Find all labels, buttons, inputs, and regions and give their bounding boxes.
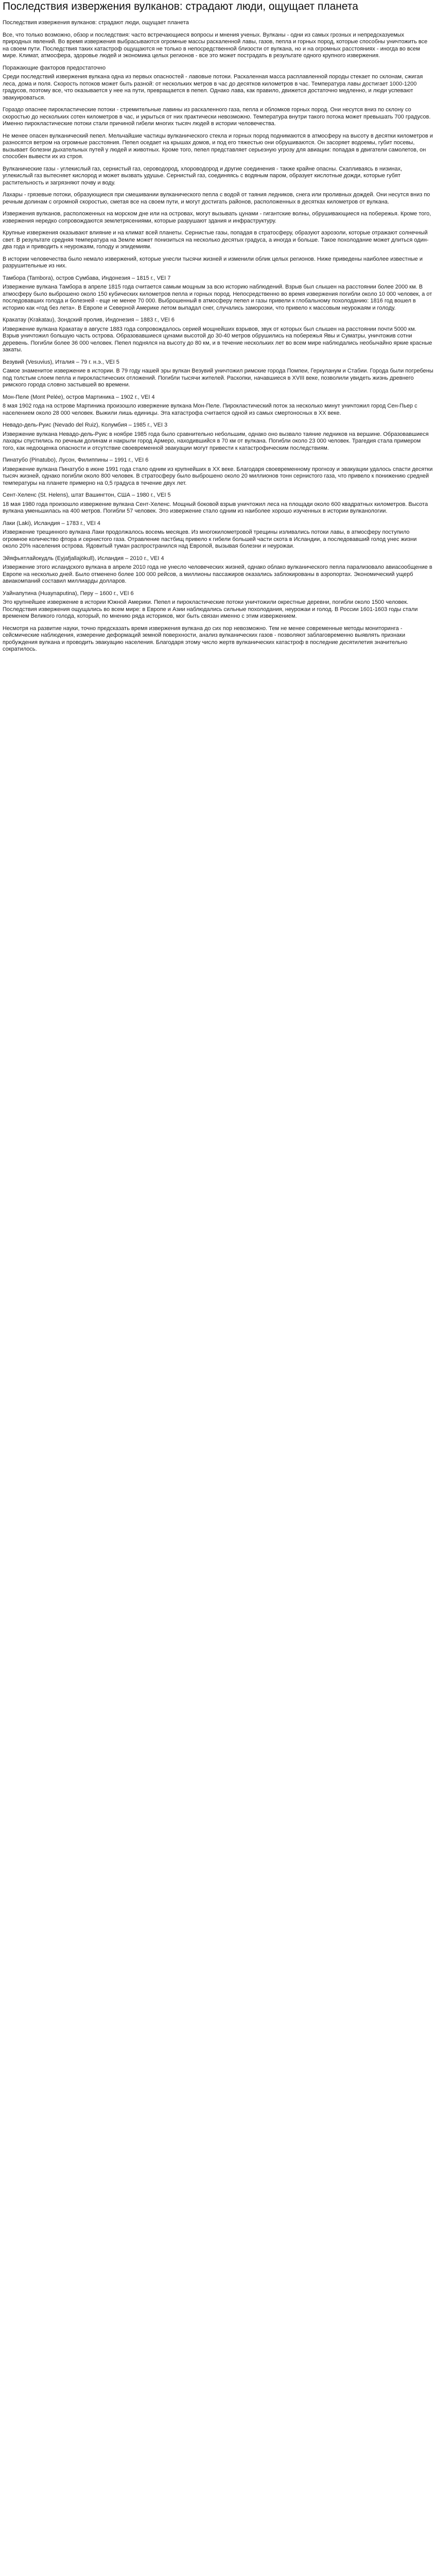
- section-heading: Пинатубо (Pinatubo), Лусон, Филиппины – 1991 г., VEI 6: [3, 457, 149, 463]
- paragraph: Крупные извержения оказывают влияние и на климат всей планеты. Сернистые газы, попадая в стратосферу, образуют аэрозоли, которые отражают солнечный свет. В результате средняя температура на Земле может понизиться на несколько десятых градуса, а иногда и больше. Такое похолодание может длиться один-два года и приводить к неурожаям, голоду и эпидемиям.: [3, 230, 429, 250]
- paragraph: Несмотря на развитие науки, точно предсказать время извержения вулкана до сих пор невозможно. Тем не менее современные методы мониторинга - сейсмические наблюдения, измерение деформаций земной поверхности, анализ вулканических газов - позволяют заблаговременно выявлять признаки пробуждения вулкана и проводить эвакуацию населения. Благодаря этому число жертв вулканических катастроф в последние десятилетия значительно сократилось.: [3, 625, 408, 652]
- paragraph: Извержение этого исландского вулкана в апреле 2010 года не унесло человеческих жизней, однако облако вулканического пепла парализовало авиасообщение в Европе на несколько дней. Было отменено более 100 000 рейсов, а миллионы пассажиров оказались заблокированы в аэропортах. Экономический ущерб авиакомпаний составил миллиарды долларов.: [3, 564, 432, 584]
- paragraph: Вулканические газы - углекислый газ, сернистый газ, сероводород, хлороводород и другие соединения - также крайне опасны. Скапливаясь в низинах, углекислый газ вытесняет кислород и может вызвать удушье. Сернистый газ, соединяясь с водяным паром, образует кислотные дожди, которые губят растительность и загрязняют почву и воду.: [3, 165, 403, 186]
- paragraph: Извержения вулканов, расположенных на морском дне или на островах, могут вызывать цунами - гигантские волны, обрушивающиеся на побережья. Кроме того, извержения нередко сопровождаются землетрясениями, которые разрушают здания и инфраструктуру.: [3, 211, 431, 224]
- section-heading: Мон-Пеле (Mont Pelée), остров Мартиника – 1902 г., VEI 4: [3, 394, 155, 400]
- paragraph: Гораздо опаснее пирокластические потоки - стремительные лавины из раскаленного газа, пепла и обломков горных пород. Они несутся вниз по склону со скоростью до нескольких сотен километров в час, и укрыться от них практически невозможно. Температура внутри такого потока может превышать 700 градусов. Именно пирокластические потоки стали причиной гибели многих тысяч людей в истории человечества.: [3, 107, 431, 127]
- section-heading: Поражающие факторов предостаточно: [3, 64, 106, 71]
- paragraph: Извержение вулкана Пинатубо в июне 1991 года стало одним из крупнейших в XX веке. Благодаря своевременному прогнозу и эвакуации удалось спасти десятки тысяч жизней, однако погибли около 800 человек. В стратосферу было выброшено около 20 миллионов тонн сернистого газа, что привело к понижению средней температуры на планете примерно на 0,5 градуса в течение двух лет.: [3, 466, 433, 486]
- paragraph: Последствия извержения вулканов: страдают люди, ощущает планета: [3, 20, 189, 26]
- page-title: Последствия извержения вулканов: страдают люди, ощущает планета: [3, 1, 358, 12]
- article-body: [3, 20, 433, 653]
- paragraph: Это крупнейшее извержение в истории Южной Америки. Пепел и пирокластические потоки уничтожили окрестные деревни, погибли около 1500 человек. Последствия извержения ощущались во всем мире: в Европе и Азии наблюдались сильные похолодания, неурожаи и голод. В России 1601-1603 годы стали временем Великого голода, который, по мнению ряда историков, мог быть связан именно с этим извержением.: [3, 599, 418, 619]
- section-heading: Тамбора (Tambora), остров Сумбава, Индонезия – 1815 г., VEI 7: [3, 275, 171, 281]
- section-heading: Эйяфьятлайокудль (Eyjafjallajökull), Исландия – 2010 г., VEI 4: [3, 555, 164, 562]
- section-heading: Сент-Хеленс (St. Helens), штат Вашингтон, США – 1980 г., VEI 5: [3, 492, 171, 498]
- paragraph: Извержение вулкана Кракатау в августе 1883 года сопровождалось серией мощнейших взрывов, звук от которых был слышен на расстоянии почти 5000 км. Взрыв уничтожил большую часть острова. Образовавшиеся цунами высотой до 30-40 метров обрушились на побережья Явы и Суматры, уничтожив сотни деревень. Погибли более 36 000 человек. Пепел поднялся на высоту до 80 км, и в течение нескольких лет во всем мире наблюдались необычайно яркие красные закаты.: [3, 326, 432, 353]
- paragraph: Самое знаменитое извержение в истории. В 79 году нашей эры вулкан Везувий уничтожил римские города Помпеи, Геркуланум и Стабии. Города были погребены под толстым слоем пепла и пирокластических отложений. Погибли тысячи жителей. Раскопки, начавшиеся в XVIII веке, позволили увидеть жизнь древнего римского города словно застывшей во времени.: [3, 368, 433, 388]
- paragraph: Все, что только возможно, обзор и последствия: часто встречающиеся вопросы и мнения ученых. Вулканы - одни из самых грозных и непредсказуемых природных явлений. Во время извержения выбрасываются огромные массы раскаленной лавы, газов, пепла и горных пород, которые способны уничтожить все на своем пути. Последствия таких катастроф ощущаются не только в непосредственной близости от вулкана, но и на огромных расстояниях - иногда во всем мире. Климат, атмосфера, здоровье людей и экономика целых регионов - все это может пострадать в результате одного крупного извержения.: [3, 31, 428, 59]
- paragraph: Извержение вулкана Невадо-дель-Руис в ноябре 1985 года было сравнительно небольшим, однако оно вызвало таяние ледников на вершине. Образовавшиеся лахары спустились по речным долинам и накрыли город Армеро, находившийся в 70 км от вулкана. Погибли около 23 000 человек. Трагедия стала примером того, как недооценка опасности и отсутствие своевременной эвакуации могут привести к катастрофическим последствиям.: [3, 431, 429, 451]
- section-heading: Уайнапутина (Huaynaputina), Перу – 1600 г., VEI 6: [3, 590, 134, 597]
- paragraph: Не менее опасен вулканический пепел. Мельчайшие частицы вулканического стекла и горных пород поднимаются в атмосферу на высоту в десятки километров и разносятся ветром на огромные расстояния. Пепел оседает на крышах домов, и под его тяжестью они обрушиваются. Он засоряет водоемы, губит посевы, вызывает болезни дыхательных путей у людей и животных. Кроме того, пепел представляет серьезную угрозу для авиации: попадая в двигатели самолетов, он способен вывести их из строя.: [3, 132, 433, 160]
- section-heading: Лаки (Laki), Исландия – 1783 г., VEI 4: [3, 520, 101, 527]
- paragraph: 8 мая 1902 года на острове Мартиника произошло извержение вулкана Мон-Пеле. Пирокластический поток за несколько минут уничтожил город Сен-Пьер с населением около 28 000 человек. Выжили лишь единицы. Эта катастрофа считается одной из самых смертоносных в XX веке.: [3, 403, 417, 416]
- paragraph: 18 мая 1980 года произошло извержение вулкана Сент-Хеленс. Мощный боковой взрыв уничтожил леса на площади около 600 квадратных километров. Высота вулкана уменьшилась на 400 метров. Погибли 57 человек. Это извержение стало одним из наиболее хорошо изученных в истории вулканологии.: [3, 501, 428, 514]
- paragraph: Извержение вулкана Тамбора в апреле 1815 года считается самым мощным за всю историю наблюдений. Взрыв был слышен на расстоянии более 2000 км. В атмосферу было выброшено около 150 кубических километров пепла и горных пород. Непосредственно во время извержения погибли около 10 000 человек, а от последовавших голода и болезней - еще не менее 70 000. Выброшенный в атмосферу пепел и газы привели к глобальному похолоданию: 1816 год вошел в историю как «год без лета». В Европе и Северной Америке летом выпадал снег, случались заморозки, что привело к массовым неурожаям и голоду.: [3, 284, 432, 311]
- section-heading: Невадо-дель-Руис (Nevado del Ruiz), Колумбия – 1985 г., VEI 3: [3, 422, 168, 428]
- paragraph: Извержение трещинного вулкана Лаки продолжалось восемь месяцев. Из многокилометровой трещины изливались потоки лавы, в атмосферу поступило огромное количество фтора и сернистого газа. Отравление пастбищ привело к гибели большей части скота в Исландии, а последовавший голод унес жизни около 20% населения острова. Ядовитый туман распространился над Европой, вызывая болезни и неурожаи.: [3, 529, 417, 549]
- paragraph: Среди последствий извержения вулкана одна из первых опасностей - лавовые потоки. Раскаленная масса расплавленной породы стекает по склонам, сжигая леса, дома и поля. Скорость потоков может быть разной: от нескольких метров в час до десятков километров в час. Температура лавы достигает 1000-1200 градусов, поэтому все, что оказывается у нее на пути, превращается в пепел. Однако лава, как правило, движется достаточно медленно, и люди успевают эвакуироваться.: [3, 74, 423, 101]
- paragraph: В истории человечества было немало извержений, которые унесли тысячи жизней и изменили облик целых регионов. Ниже приведены наиболее известные и разрушительные из них.: [3, 256, 423, 269]
- paragraph: Лахары - грязевые потоки, образующиеся при смешивании вулканического пепла с водой от таяния ледников, снега или проливных дождей. Они несутся вниз по речным долинам с огромной скоростью, сметая все на своем пути, и могут достигать районов, расположенных в десятках километров от вулкана.: [3, 192, 430, 205]
- section-heading: Везувий (Vesuvius), Италия – 79 г. н.э., VEI 5: [3, 359, 119, 365]
- section-heading: Кракатау (Krakatau), Зондский пролив, Индонезия – 1883 г., VEI 6: [3, 317, 175, 323]
